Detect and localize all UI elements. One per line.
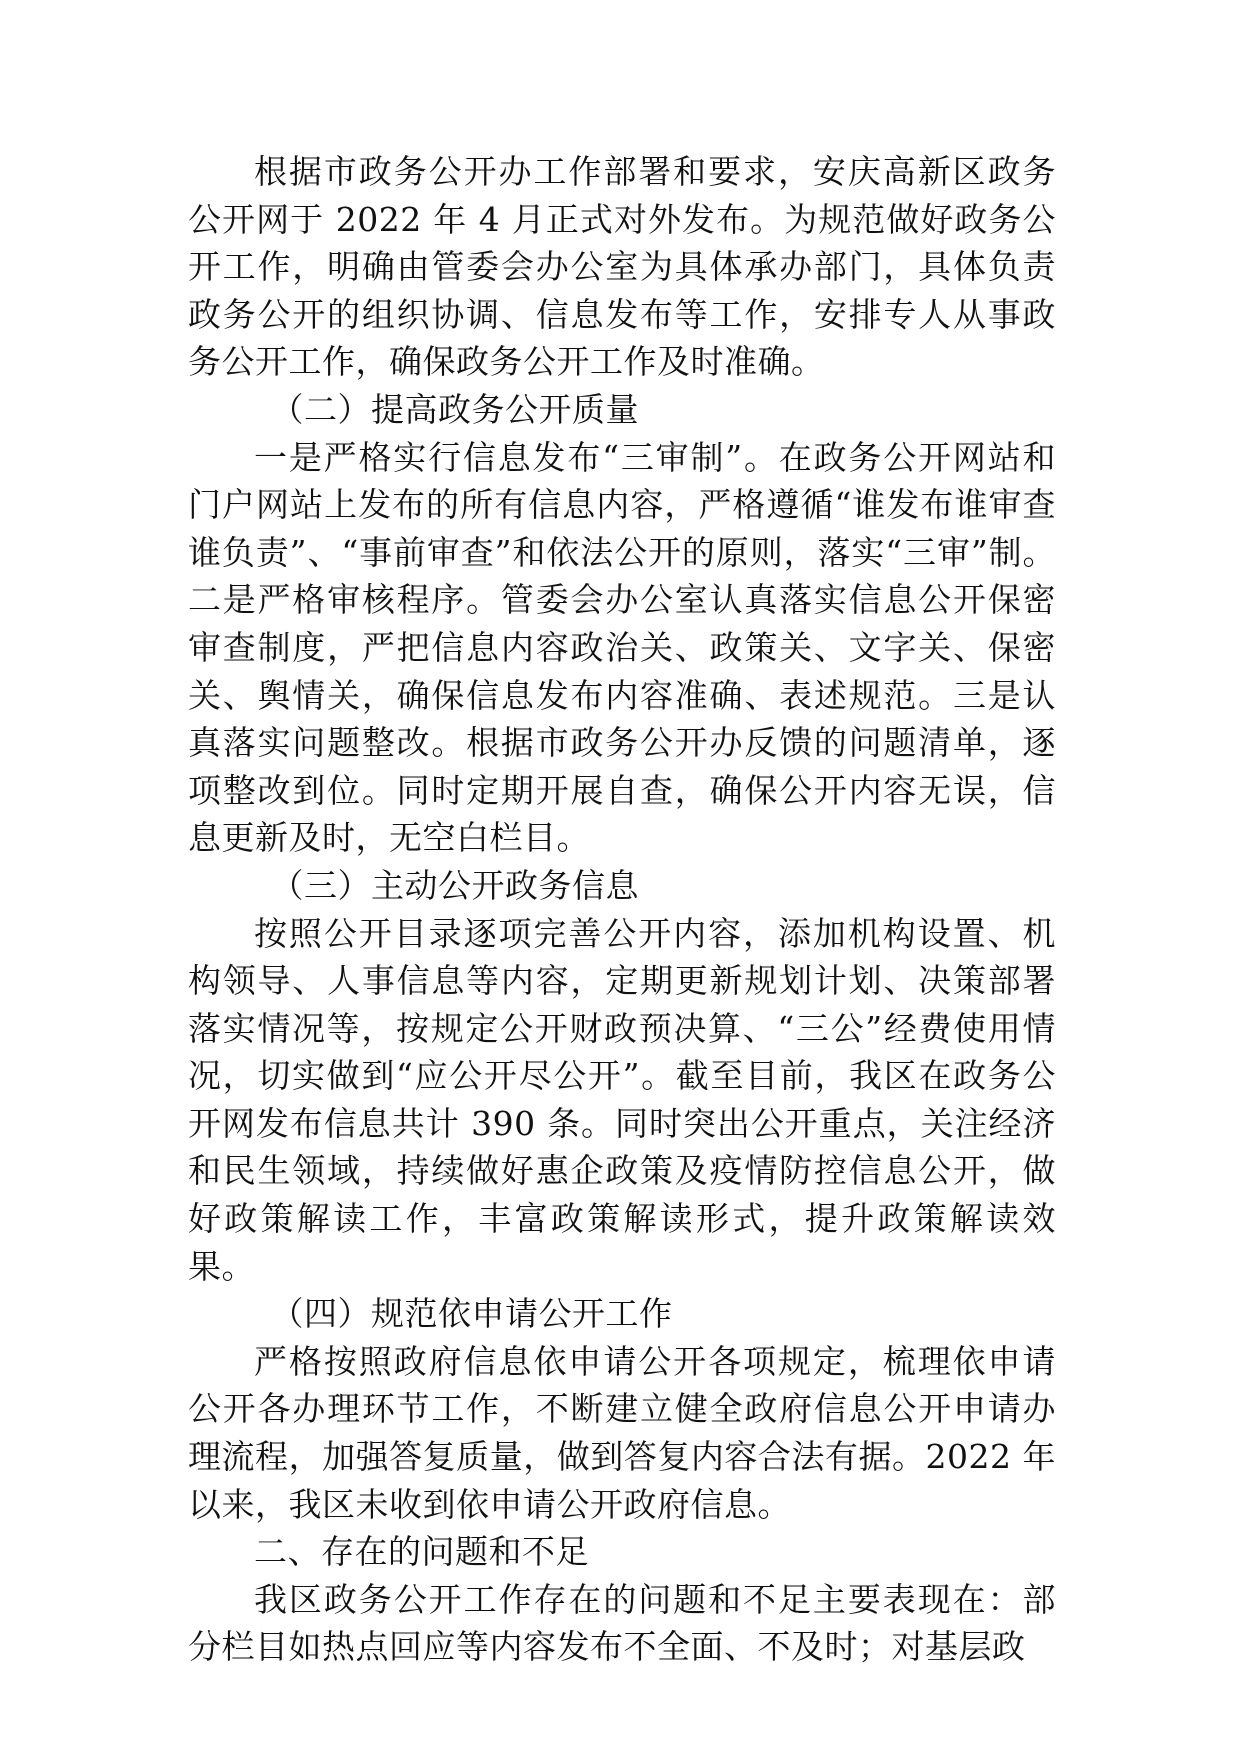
paragraph-opening: 根据市政务公开办工作部署和要求，安庆高新区政务公开网于 2022 年 4 月正式对外发布。为规范做好政务公开工作，明确由管委会办公室为具体承办部门，具体负责政务公开的组织协调、信息发布等工作，安排专人从事政务公开工作，确保政务公开工作及时准确。	[188, 152, 1056, 382]
section-heading-improve-quality: （二）提高政务公开质量	[270, 389, 639, 429]
paragraph-disclosure-catalog: 按照公开目录逐项完善公开内容，添加机构设置、机构领导、人事信息等内容，定期更新规划计划、决策部署落实情况等，按规定公开财政预决算、“三公”经费使用情况，切实做到“应公开尽公开”。截至目前，我区在政务公开网发布信息共计 390 条。同时突出公开重点，关注经济和民生领域，持续做好惠企政策及疫情防控信息公开，做好政策解读工作，丰富政策解读形式，提升政策解读效果。	[188, 913, 1056, 1286]
paragraph-problems-summary: 我区政务公开工作存在的问题和不足主要表现在：部分栏目如热点回应等内容发布不全面、不及时；对基层政	[188, 1579, 1056, 1667]
section-heading-application-disclosure: （四）规范依申请公开工作	[270, 1294, 673, 1334]
document-body	[188, 148, 1056, 1671]
section-heading-proactive-disclosure: （三）主动公开政务信息	[270, 865, 639, 905]
section-heading-problems: 二、存在的问题和不足	[254, 1532, 589, 1572]
paragraph-three-review-system: 一是严格实行信息发布“三审制”。在政务公开网站和门户网站上发布的所有信息内容，严格遵循“谁发布谁审查谁负责”、“事前审查”和依法公开的原则，落实“三审”制。二是严格审核程序。管委会办公室认真落实信息公开保密审查制度，严把信息内容政治关、政策关、文字关、保密关、舆情关，确保信息发布内容准确、表述规范。三是认真落实问题整改。根据市政务公开办反馈的问题清单，逐项整改到位。同时定期开展自查，确保公开内容无误，信息更新及时，无空白栏目。	[188, 437, 1056, 858]
paragraph-application-rules: 严格按照政府信息依申请公开各项规定，梳理依申请公开各办理环节工作，不断建立健全政府信息公开申请办理流程，加强答复质量，做到答复内容合法有据。2022 年以来，我区未收到依申请公开政府信息。	[188, 1341, 1056, 1524]
